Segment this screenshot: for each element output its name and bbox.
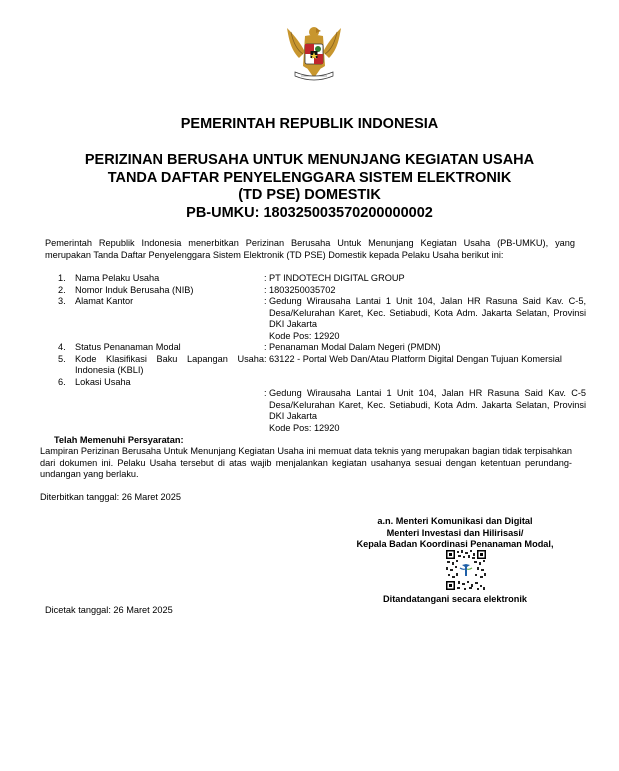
item-value: : PT INDOTECH DIGITAL GROUP [264, 273, 405, 283]
requirements-heading: Telah Memenuhi Persyaratan: [54, 435, 184, 445]
item-label: Kode Klasifikasi Baku Lapangan Usaha Indonesia (KBLI) [75, 353, 264, 375]
requirements-text: Lampiran Perizinan Berusaha Untuk Menunjang Kegiatan Usaha ini memuat data teknis yang merupakan bagian tidak terpisahkan dari dokumen ini. Pelaku Usaha tersebut di atas wajib menjalankan kegiatan usahanya sesuai dengan ketentuan perundang-undangan yang berlaku. [40, 446, 572, 479]
item-number: 3. [58, 296, 66, 306]
item-value: : Gedung Wirausaha Lantai 1 Unit 104, Jalan HR Rasuna Said Kav. C-5 Desa/Kelurahan Karet, Kec. Setiabudi, Kota Adm. Jakarta Selatan, Provinsi DKI Jakarta Kode Pos: 12920 [264, 388, 586, 433]
qr-code [446, 550, 486, 590]
signature-block [330, 516, 580, 551]
garuda-emblem [283, 22, 345, 88]
signature-line: a.n. Menteri Komunikasi dan Digital [377, 516, 533, 526]
title-line: TANDA DAFTAR PENYELENGGARA SISTEM ELEKTRONIK [107, 169, 512, 186]
signed-electronically-note: Ditandatangani secara elektronik [383, 594, 527, 604]
government-heading: PEMERINTAH REPUBLIK INDONESIA [180, 116, 439, 132]
item-label: Nomor Induk Berusaha (NIB) [75, 284, 194, 295]
title-line: (TD PSE) DOMESTIK [238, 187, 381, 203]
document-title [0, 152, 619, 222]
list-item-nib [58, 285, 588, 297]
item-value: : 1803250035702 [264, 284, 336, 295]
printed-date: Dicetak tanggal: 26 Maret 2025 [45, 605, 173, 615]
issued-date: Diterbitkan tanggal: 26 Maret 2025 [40, 492, 181, 502]
title-line: PERIZINAN BERUSAHA UNTUK MENUNJANG KEGIATAN USAHA [84, 152, 535, 168]
item-number: 6. [58, 376, 66, 387]
item-number: 1. [58, 273, 66, 283]
list-item-kbli [58, 354, 588, 378]
item-label: Lokasi Usaha [75, 376, 131, 387]
item-number: 5. [58, 353, 66, 364]
pb-umku-number: PB-UMKU: 180325003570200000002 [186, 204, 433, 221]
item-label: Nama Pelaku Usaha [75, 273, 160, 283]
list-item-lokasi-value [58, 388, 588, 436]
signature-line: Kepala Badan Koordinasi Penanaman Modal, [356, 539, 554, 549]
intro-paragraph: Pemerintah Republik Indonesia menerbitkan Perizinan Berusaha Untuk Menunjang Kegiatan Usaha (PB-UMKU), yang merupakan Tanda Daftar Penyelenggara Sistem Elektronik (TD PSE) Domestik kepada Pelaku Usaha berikut ini: [45, 238, 575, 260]
item-value: : Gedung Wirausaha Lantai 1 Unit 104, Jalan HR Rasuna Said Kav. C-5, Desa/Kelurahan Karet, Kec. Setiabudi, Kota Adm. Jakarta Selatan, Provinsi DKI Jakarta Kode Pos: 12920 [264, 296, 586, 341]
list-item-nama [58, 273, 588, 285]
item-number: 2. [58, 284, 66, 295]
list-item-alamat [58, 296, 588, 344]
item-label: Alamat Kantor [75, 296, 134, 306]
garuda-pancasila-icon [283, 22, 345, 88]
item-value: : 63122 - Portal Web Dan/Atau Platform Digital Dengan Tujuan Komersial [264, 353, 562, 364]
qr-code-icon [446, 550, 486, 590]
signature-line: Menteri Investasi dan Hilirisasi/ [386, 527, 524, 538]
item-value: : Penanaman Modal Dalam Negeri (PMDN) [264, 342, 441, 352]
item-number: 4. [58, 342, 66, 352]
item-label: Status Penanaman Modal [75, 342, 181, 352]
list-item-status-modal [58, 342, 588, 354]
